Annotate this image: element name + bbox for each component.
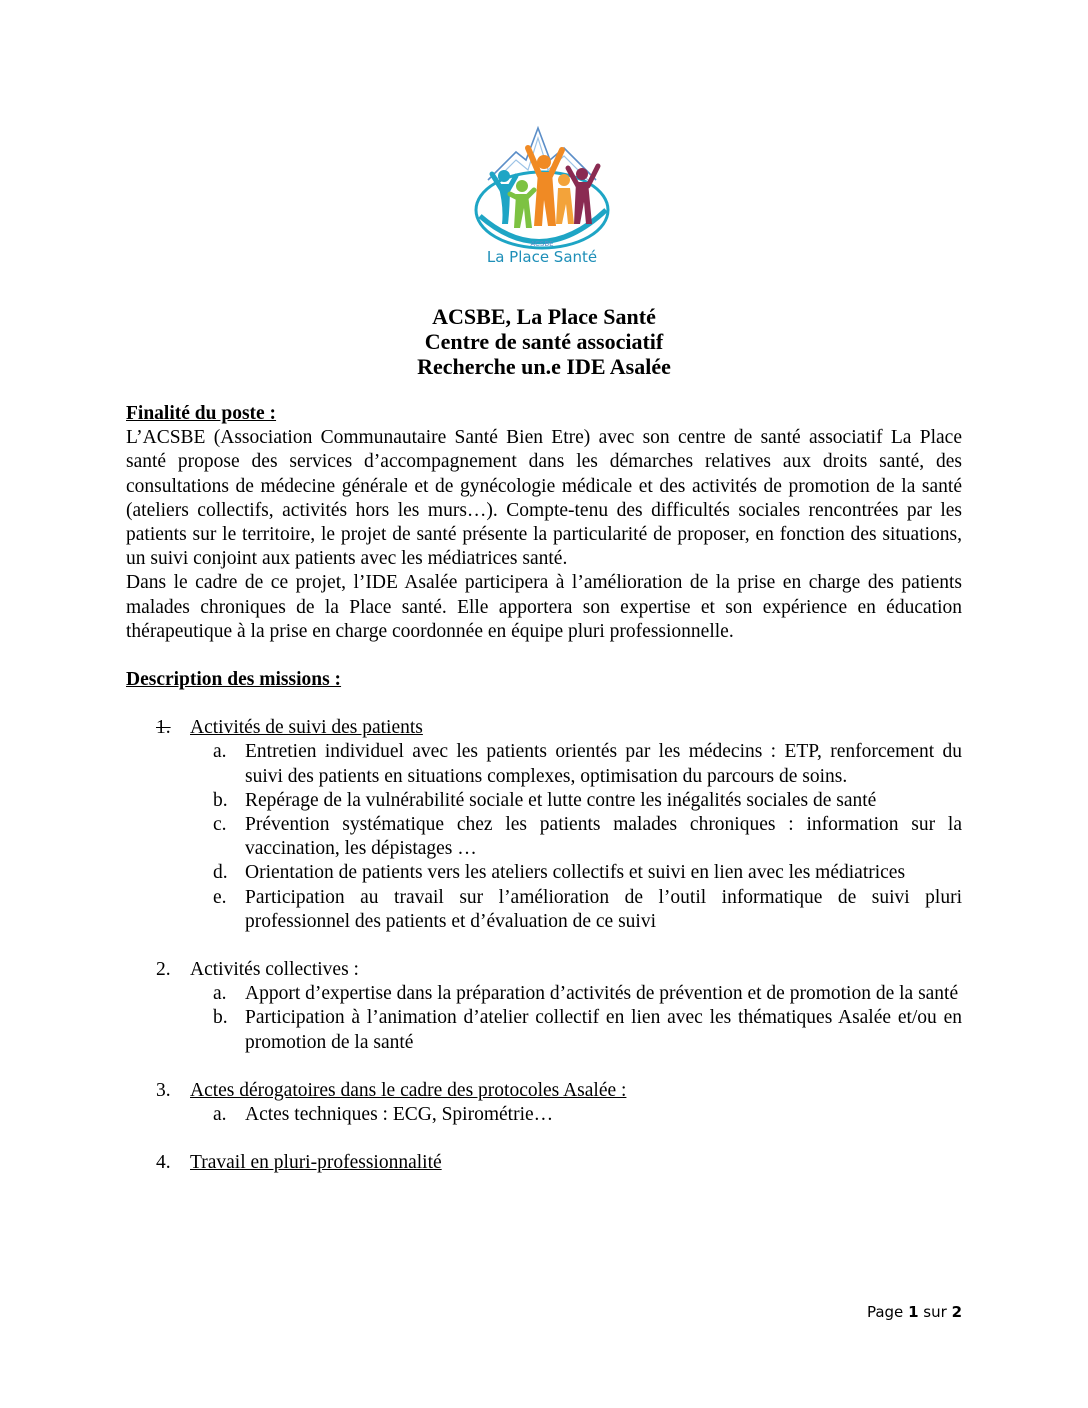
mission-number: 2.: [156, 959, 171, 981]
mission-subitem: e. Participation au travail sur l’amélioration de l’outil informatique de suivi pluri professionnel des patients et d’évaluation de ce suivi: [213, 886, 962, 932]
mission-label: Travail en pluri-professionnalité: [190, 1152, 442, 1174]
header-line-2: Centre de santé associatif: [424, 329, 664, 354]
mission-subitem: d. Orientation de patients vers les ateliers collectifs et suivi en lien avec les médiatrices: [213, 862, 906, 884]
mission-subitem: a. Entretien individuel avec les patients orientés par les médecins : ETP, renforcement du suivi des patients en situations complexes, optimisation du parcours de soins.: [213, 741, 962, 787]
page-number-footer: [867, 1300, 962, 1324]
mission-item: [126, 716, 962, 740]
mission-number: 1.: [156, 717, 171, 739]
header-line-1: ACSBE, La Place Santé: [432, 304, 656, 329]
finalite-paragraph-1: L’ACSBE (Association Communautaire Santé Bien Etre) avec son centre de santé associatif La Place santé propose des services d’accompagnement dans les démarches relatives aux droits santé, des consultations de médecine générale et de gynécologie médicale et des activités de promotion de la santé (ateliers collectifs, activités hors les murs…). Compte-tenu des difficultés sociales rencontrées par les patients sur le territoire, le projet de santé présente la particularité de proposer, en fonction des situations, un suivi conjoint aux patients avec les médiatrices santé.: [126, 427, 962, 570]
document-body: [126, 402, 962, 1175]
finalite-title: Finalité du poste :: [126, 403, 277, 424]
mission-label: Activités collectives :: [190, 959, 359, 981]
mission-number: 4.: [156, 1152, 171, 1174]
mission-subitem: a. Apport d’expertise dans la préparation d’activités de prévention et de promotion de la santé: [213, 983, 959, 1005]
mission-subitem: a. Actes techniques : ECG, Spirométrie…: [213, 1104, 554, 1126]
footer-of-word: sur: [923, 1303, 947, 1321]
document-header: [0, 304, 1088, 379]
mission-subitem: b. Repérage de la vulnérabilité sociale et lutte contre les inégalités sociales de santé: [213, 789, 877, 811]
mission-item: [126, 1079, 962, 1103]
missions-title: Description des missions :: [126, 669, 342, 691]
footer-page-word: Page: [866, 1303, 904, 1321]
logo-acronym: ACSBE: [530, 240, 554, 248]
logo-name: La Place Santé: [486, 248, 598, 266]
header-line-3: Recherche un.e IDE Asalée: [417, 354, 671, 379]
mission-number: 3.: [156, 1079, 171, 1101]
la-place-sante-logo: [468, 120, 616, 272]
footer-total: 2: [951, 1303, 962, 1321]
mission-item: [126, 958, 962, 982]
mission-item: [126, 1151, 962, 1175]
mission-label: Actes dérogatoires dans le cadre des protocoles Asalée :: [190, 1079, 627, 1101]
mission-label: Activités de suivi des patients: [190, 717, 423, 739]
footer-page-num: 1: [908, 1303, 919, 1321]
finalite-paragraph-2: Dans le cadre de ce projet, l’IDE Asalée participera à l’amélioration de la prise en charge des patients malades chroniques de la Place santé. Elle apportera son expertise et son expérience en éducation thérapeutique à la prise en charge coordonnée en équipe pluri professionnelle.: [126, 572, 962, 642]
mission-subitem: b. Participation à l’animation d’atelier collectif en lien avec les thématiques Asalée et/ou en promotion de la santé: [213, 1007, 962, 1053]
mission-subitem: c. Prévention systématique chez les patients malades chroniques : information sur la vaccination, les dépistages …: [213, 814, 962, 860]
